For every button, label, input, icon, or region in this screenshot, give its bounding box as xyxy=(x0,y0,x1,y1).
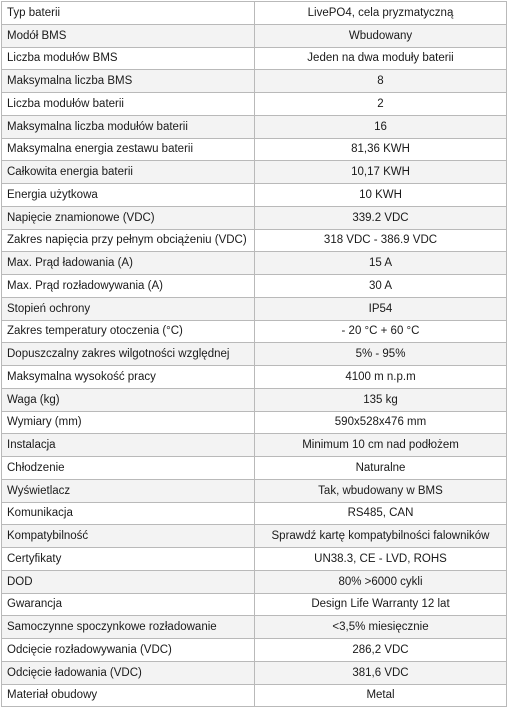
spec-label: Napięcie znamionowe (VDC) xyxy=(2,206,255,229)
spec-label: Waga (kg) xyxy=(2,388,255,411)
spec-label: DOD xyxy=(2,570,255,593)
table-row xyxy=(2,502,507,525)
spec-label: Wyświetlacz xyxy=(2,479,255,502)
spec-value: Metal xyxy=(255,684,507,707)
spec-value: 10 KWH xyxy=(255,184,507,207)
spec-value: LivePO4, cela pryzmatyczną xyxy=(255,2,507,25)
table-row xyxy=(2,115,507,138)
spec-value: 590x528x476 mm xyxy=(255,411,507,434)
table-row xyxy=(2,252,507,275)
spec-value: 80% >6000 cykli xyxy=(255,570,507,593)
spec-label: Max. Prąd rozładowywania (A) xyxy=(2,275,255,298)
table-row xyxy=(2,343,507,366)
spec-value: Tak, wbudowany w BMS xyxy=(255,479,507,502)
table-row xyxy=(2,297,507,320)
table-row xyxy=(2,616,507,639)
spec-value: Naturalne xyxy=(255,457,507,480)
spec-value: 2 xyxy=(255,93,507,116)
table-row xyxy=(2,525,507,548)
spec-table-body xyxy=(2,2,507,707)
table-row xyxy=(2,411,507,434)
spec-label: Gwarancja xyxy=(2,593,255,616)
spec-value: 15 A xyxy=(255,252,507,275)
spec-value: 30 A xyxy=(255,275,507,298)
table-row xyxy=(2,639,507,662)
table-row xyxy=(2,434,507,457)
spec-value: Minimum 10 cm nad podłożem xyxy=(255,434,507,457)
spec-value: 135 kg xyxy=(255,388,507,411)
table-row xyxy=(2,684,507,707)
spec-label: Stopień ochrony xyxy=(2,297,255,320)
spec-value: 339.2 VDC xyxy=(255,206,507,229)
spec-value: <3,5% miesięcznie xyxy=(255,616,507,639)
spec-label: Kompatybilność xyxy=(2,525,255,548)
table-row xyxy=(2,229,507,252)
spec-label: Typ baterii xyxy=(2,2,255,25)
table-row xyxy=(2,184,507,207)
table-row xyxy=(2,275,507,298)
table-row xyxy=(2,24,507,47)
spec-label: Instalacja xyxy=(2,434,255,457)
spec-label: Dopuszczalny zakres wilgotności względnej xyxy=(2,343,255,366)
table-row xyxy=(2,593,507,616)
spec-label: Chłodzenie xyxy=(2,457,255,480)
table-row xyxy=(2,47,507,70)
table-row xyxy=(2,70,507,93)
spec-value: 381,6 VDC xyxy=(255,661,507,684)
spec-label: Certyfikaty xyxy=(2,548,255,571)
spec-label: Max. Prąd ładowania (A) xyxy=(2,252,255,275)
table-row xyxy=(2,138,507,161)
spec-value: Wbudowany xyxy=(255,24,507,47)
table-row xyxy=(2,206,507,229)
spec-label: Materiał obudowy xyxy=(2,684,255,707)
table-row xyxy=(2,548,507,571)
table-row xyxy=(2,570,507,593)
table-row xyxy=(2,161,507,184)
spec-label: Maksymalna energia zestawu baterii xyxy=(2,138,255,161)
spec-table xyxy=(1,1,507,707)
spec-label: Liczba modułów baterii xyxy=(2,93,255,116)
spec-label: Komunikacja xyxy=(2,502,255,525)
spec-value: UN38.3, CE - LVD, ROHS xyxy=(255,548,507,571)
spec-label: Maksymalna wysokość pracy xyxy=(2,366,255,389)
spec-value: 4100 m n.p.m xyxy=(255,366,507,389)
spec-value: - 20 °C + 60 °C xyxy=(255,320,507,343)
spec-value: IP54 xyxy=(255,297,507,320)
spec-value: 318 VDC - 386.9 VDC xyxy=(255,229,507,252)
spec-value: 10,17 KWH xyxy=(255,161,507,184)
table-row xyxy=(2,93,507,116)
spec-label: Maksymalna liczba BMS xyxy=(2,70,255,93)
spec-value: Design Life Warranty 12 lat xyxy=(255,593,507,616)
spec-value: 81,36 KWH xyxy=(255,138,507,161)
table-row xyxy=(2,320,507,343)
table-row xyxy=(2,661,507,684)
spec-label: Całkowita energia baterii xyxy=(2,161,255,184)
spec-label: Zakres temperatury otoczenia (°C) xyxy=(2,320,255,343)
table-row xyxy=(2,479,507,502)
table-row xyxy=(2,457,507,480)
spec-label: Liczba modułów BMS xyxy=(2,47,255,70)
table-row xyxy=(2,2,507,25)
spec-label: Samoczynne spoczynkowe rozładowanie xyxy=(2,616,255,639)
spec-value: RS485, CAN xyxy=(255,502,507,525)
table-row xyxy=(2,366,507,389)
spec-value: Jeden na dwa moduły baterii xyxy=(255,47,507,70)
spec-value: 5% - 95% xyxy=(255,343,507,366)
spec-label: Wymiary (mm) xyxy=(2,411,255,434)
spec-label: Odcięcie rozładowywania (VDC) xyxy=(2,639,255,662)
spec-label: Zakres napięcia przy pełnym obciążeniu (VDC) xyxy=(2,229,255,252)
spec-value: 16 xyxy=(255,115,507,138)
spec-value: 286,2 VDC xyxy=(255,639,507,662)
table-row xyxy=(2,388,507,411)
spec-label: Maksymalna liczba modułów baterii xyxy=(2,115,255,138)
spec-value: Sprawdź kartę kompatybilności falowników xyxy=(255,525,507,548)
spec-label: Odcięcie ładowania (VDC) xyxy=(2,661,255,684)
spec-label: Modół BMS xyxy=(2,24,255,47)
spec-value: 8 xyxy=(255,70,507,93)
spec-label: Energia użytkowa xyxy=(2,184,255,207)
